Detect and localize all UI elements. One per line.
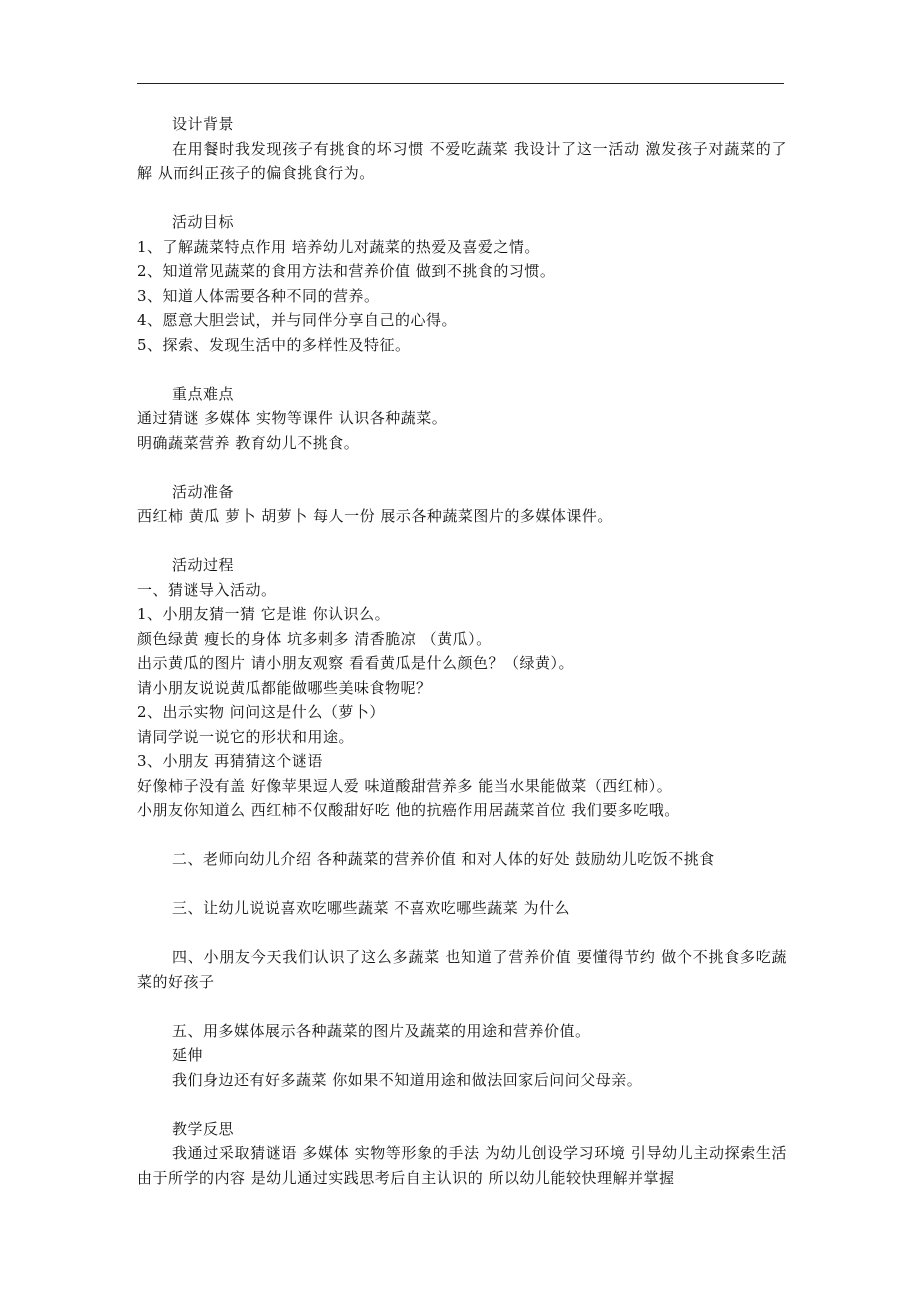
section-heading-process: 活动过程 [172, 556, 235, 574]
process-line: 1、小朋友猜一猜 它是谁 你认识么。 [137, 605, 391, 623]
background-paragraph: 在用餐时我发现孩子有挑食的坏习惯 不爱吃蔬菜 我设计了这一活动 激发孩子对蔬菜的了解 从而纠正孩子的偏食挑食行为。 [137, 139, 787, 182]
process-line: 出示黄瓜的图片 请小朋友观察 看看黄瓜是什么颜色？（绿黄）。 [137, 654, 575, 672]
document-body [137, 112, 787, 1190]
process-line: 小朋友你知道么 西红柿不仅酸甜好吃 他的抗癌作用居蔬菜首位 我们要多吃哦。 [137, 801, 680, 819]
spacer [137, 921, 787, 946]
spacer [137, 455, 787, 480]
goal-item: 2、知道常见蔬菜的食用方法和营养价值 做到不挑食的习惯。 [137, 262, 556, 280]
spacer [137, 186, 787, 211]
section-heading-goals: 活动目标 [172, 213, 235, 231]
process-line: 请小朋友说说黄瓜都能做哪些美味食物呢？ [137, 678, 432, 697]
spacer [137, 1092, 787, 1117]
reflection-paragraph: 我通过采取猜谜语 多媒体 实物等形象的手法 为幼儿创设学习环境 引导幼儿主动探索生活 由于所学的内容 是幼儿通过实践思考后自主认识的 所以幼儿能较快理解并掌握 [137, 1144, 787, 1187]
section-heading-background: 设计背景 [172, 115, 235, 133]
goal-item: 3、知道人体需要各种不同的营养。 [137, 286, 380, 305]
process-line: 一、猜谜导入活动。 [137, 580, 277, 599]
process-step-4: 四、小朋友今天我们认识了这么多蔬菜 也知道了营养价值 要懂得节约 做个不挑食多吃蔬菜的好孩子 [137, 948, 787, 991]
goal-item: 1、了解蔬菜特点作用 培养幼儿对蔬菜的热爱及喜爱之情。 [137, 237, 540, 256]
process-line: 2、出示实物 问问这是什么（萝卜） [137, 703, 385, 721]
process-line: 颜色绿黄 瘦长的身体 坑多刺多 清香脆凉 （黄瓜）。 [137, 629, 492, 648]
section-heading-extension: 延伸 [172, 1046, 204, 1064]
preparation-text: 西红柿 黄瓜 萝卜 胡萝卜 每人一份 展示各种蔬菜图片的多媒体课件。 [137, 507, 613, 525]
extension-text: 我们身边还有好多蔬菜 你如果不知道用途和做法回家后问问父母亲。 [172, 1070, 643, 1089]
process-step-2: 二、老师向幼儿介绍 各种蔬菜的营养价值 和对人体的好处 鼓励幼儿吃饭不挑食 [172, 850, 715, 868]
spacer [137, 994, 787, 1019]
process-line: 3、小朋友 再猜猜这个谜语 [137, 752, 323, 770]
key-point-line: 明确蔬菜营养 教育幼儿不挑食。 [137, 433, 360, 452]
process-step-5: 五、用多媒体展示各种蔬菜的图片及蔬菜的用途和营养价值。 [172, 1021, 591, 1040]
goal-item: 5、探索、发现生活中的多样性及特征。 [137, 335, 411, 354]
key-point-line: 通过猜谜 多媒体 实物等课件 认识各种蔬菜。 [137, 409, 448, 427]
section-heading-reflection: 教学反思 [172, 1119, 235, 1138]
process-step-3: 三、让幼儿说说喜欢吃哪些蔬菜 不喜欢吃哪些蔬菜 为什么 [172, 899, 571, 917]
process-line: 好像柿子没有盖 好像苹果逗人爱 味道酸甜营养多 能当水果能做菜（西红柿）。 [137, 776, 673, 795]
spacer [137, 872, 787, 897]
spacer [137, 823, 787, 848]
section-heading-preparation: 活动准备 [172, 482, 235, 501]
goal-item: 4、愿意大胆尝试，并与同伴分享自己的心得。 [137, 311, 458, 329]
section-heading-key-points: 重点难点 [172, 384, 235, 403]
header-rule [137, 83, 784, 84]
spacer [137, 357, 787, 382]
process-line: 请同学说一说它的形状和用途。 [137, 727, 355, 746]
spacer [137, 529, 787, 554]
